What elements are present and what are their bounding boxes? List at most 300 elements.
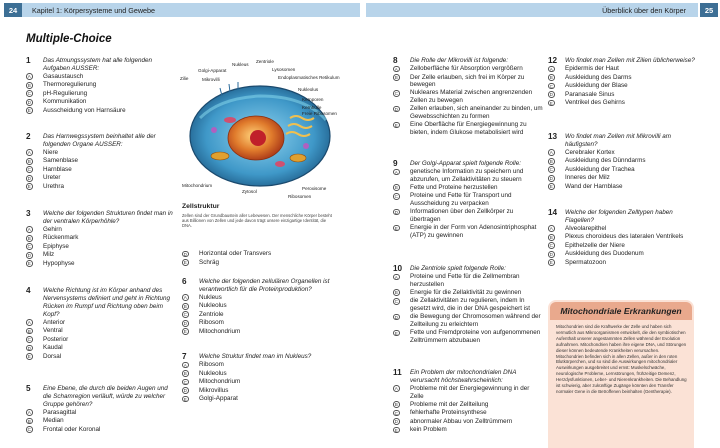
option-circle-icon[interactable] [182,387,199,396]
answer-option[interactable] [26,81,176,90]
option-circle-icon[interactable] [26,107,43,116]
option-text: Informationen über den Zellkörper zu übertragen [410,208,514,224]
answer-option[interactable] [26,107,176,116]
left-header-title: Kapitel 1: Körpersysteme und Gewebe [32,5,156,15]
answer-option[interactable] [393,385,543,401]
question-2 [26,133,176,191]
option-circle-icon[interactable] [26,98,43,107]
option-letter: B [394,185,398,191]
option-letter: E [27,354,31,360]
option-circle-icon[interactable] [548,183,565,192]
question-text: Die Rolle der Mikrovilli ist folgende: [410,57,508,64]
option-circle-icon[interactable] [26,344,43,353]
option-letter: B [394,290,398,296]
question-head [393,265,543,273]
option-circle-icon[interactable] [26,327,43,336]
option-circle-icon[interactable] [548,91,565,100]
option-letter: B [183,371,187,377]
answer-option[interactable] [393,74,543,90]
option-circle-icon[interactable] [393,401,410,410]
option-circle-icon[interactable] [182,319,199,328]
option-circle-icon[interactable] [548,174,565,183]
question-head [26,133,176,149]
answer-option[interactable] [393,168,543,184]
option-text: Golgi-Apparat [199,395,238,402]
option-letter: D [394,209,398,215]
answer-option[interactable] [26,166,176,175]
question-head [26,210,176,226]
option-letter: E [549,260,553,266]
option-letter: A [183,295,187,301]
label-zentriole: Zentriole [256,59,274,64]
label-kernhulle: Kernhülle [302,105,322,110]
option-text: Epiphyse [43,242,69,250]
question-1 [26,57,176,115]
option-circle-icon[interactable] [26,319,43,328]
answer-option[interactable] [393,313,543,329]
answer-option[interactable] [548,99,698,108]
answer-option[interactable] [548,259,698,268]
option-circle-icon[interactable] [26,234,43,243]
option-circle-icon[interactable] [393,313,410,322]
option-circle-icon[interactable] [26,336,43,345]
option-letter: B [549,75,553,81]
option-letter: A [394,66,398,72]
answer-option[interactable] [182,378,347,387]
answer-option[interactable] [548,82,698,91]
option-circle-icon[interactable] [548,242,565,251]
label-er: Endoplasmatisches Retikulum [278,75,340,80]
option-circle-icon[interactable] [393,74,410,83]
answer-option[interactable] [182,370,347,379]
option-letter: E [183,260,187,266]
answer-option[interactable] [26,149,176,158]
question-number: 5 [26,384,31,393]
answer-options [548,65,698,108]
option-text: Energie in der Form von Adenosintriphosphat (ATP) zu gewinnen [410,223,537,239]
answer-option[interactable] [393,65,543,74]
answer-option[interactable] [393,426,543,435]
option-letter: D [394,106,398,112]
option-circle-icon[interactable] [26,243,43,252]
option-circle-icon[interactable] [393,297,410,306]
answer-option[interactable] [548,157,698,166]
answer-option[interactable] [26,73,176,82]
answer-option[interactable] [393,89,543,105]
option-letter: E [394,427,398,433]
option-circle-icon[interactable] [393,289,410,298]
label-nukleus: Nukleus [232,62,249,67]
answer-option[interactable] [393,329,543,345]
question-number: 14 [548,208,558,217]
option-letter: C [27,167,31,173]
option-letter: C [183,379,187,385]
option-letter: D [394,419,398,425]
option-circle-icon[interactable] [393,89,410,98]
option-text: Horizontal oder Transvers [199,250,272,257]
option-text: Zelloberfläche für Absorption vergrößern [410,65,523,72]
answer-option[interactable] [182,328,347,337]
option-text: Auskleidung des Dünndarms [565,157,646,165]
option-circle-icon[interactable] [182,294,199,303]
option-circle-icon[interactable] [548,149,565,158]
answer-option[interactable] [26,260,176,269]
option-circle-icon[interactable] [26,73,43,82]
option-letter: A [549,150,553,156]
question-text: Der Golgi-Apparat spielt folgende Rolle: [410,160,521,167]
option-circle-icon[interactable] [548,233,565,242]
option-letter: A [394,169,398,175]
answer-options [26,149,176,192]
question-5 [26,385,176,434]
answer-option[interactable] [548,242,698,251]
option-circle-icon[interactable] [393,208,410,217]
option-text: genetische Information zu speichern und abzurufen, um Zellaktivitäten zu steuern [410,168,524,183]
option-letter: D [394,314,398,320]
option-letter: A [27,410,31,416]
option-text: Mitochondrium [199,378,241,385]
option-circle-icon[interactable] [393,168,410,177]
option-text: Auskleidung der Trachea [565,165,635,173]
answer-option[interactable] [182,302,347,311]
answer-option[interactable] [393,184,543,193]
answer-options [393,168,543,240]
option-circle-icon[interactable] [393,273,410,282]
answer-option[interactable] [26,409,176,418]
option-circle-icon[interactable] [548,82,565,91]
answer-options [393,273,543,345]
option-letter: A [394,274,398,280]
answer-option[interactable] [393,121,543,137]
option-circle-icon[interactable] [26,417,43,426]
option-circle-icon[interactable] [182,259,199,268]
figure-caption-title: Zellstruktur [182,203,220,210]
option-circle-icon[interactable] [393,385,410,394]
answer-option[interactable] [26,226,176,235]
option-letter: B [394,402,398,408]
option-letter: A [549,226,553,232]
option-circle-icon[interactable] [182,302,199,311]
option-letter: C [394,193,398,199]
answer-option[interactable] [26,243,176,252]
option-circle-icon[interactable] [548,250,565,259]
option-text: Dorsal [43,352,62,360]
option-circle-icon[interactable] [393,121,410,130]
option-text: Epithelzelle der Niere [565,241,625,249]
answer-option[interactable] [548,91,698,100]
question-text: Wo findet man Zellen mit Zilien üblicherweise? [565,57,695,64]
option-letter: E [183,329,187,335]
option-text: Fette und Proteine herzustellen [410,183,498,191]
option-circle-icon[interactable] [182,250,199,259]
option-circle-icon[interactable] [182,328,199,337]
option-circle-icon[interactable] [26,81,43,90]
option-circle-icon[interactable] [393,329,410,338]
option-circle-icon[interactable] [393,65,410,74]
option-circle-icon[interactable] [26,174,43,183]
option-text: Hypophyse [43,259,75,267]
answer-option[interactable] [393,409,543,418]
question-9 [393,160,543,240]
option-text: Median [43,417,64,425]
option-letter: E [394,122,398,128]
option-text: Proteine und Fette für die Zellmembran herzustellen [410,273,520,288]
question-number: 6 [182,277,187,286]
option-circle-icon[interactable] [182,395,199,404]
option-text: Frontal oder Koronal [43,425,101,433]
answer-option[interactable] [548,250,698,259]
answer-options [182,361,347,404]
answer-option[interactable] [182,259,347,268]
answer-option[interactable] [26,234,176,243]
answer-option[interactable] [182,319,347,328]
answer-options [26,226,176,269]
answer-option[interactable] [26,174,176,183]
question-text: Ein Problem der mitochondrialen DNA verursacht höchstwahrscheinlich: [410,369,517,384]
answer-options [548,149,698,192]
option-letter: C [549,83,553,89]
question-number: 7 [182,352,187,361]
answer-option[interactable] [26,353,176,362]
option-letter: E [549,184,553,190]
option-circle-icon[interactable] [182,361,199,370]
option-letter: B [27,235,31,241]
option-text: Nukleolus [199,369,227,377]
answer-options [393,65,543,137]
option-letter: B [183,303,187,309]
answer-option[interactable] [26,327,176,336]
option-circle-icon[interactable] [548,157,565,166]
answer-option[interactable] [548,65,698,74]
question-head [393,160,543,168]
option-letter: D [27,99,31,105]
option-letter: C [549,243,553,249]
answer-option[interactable] [182,294,347,303]
option-letter: B [27,158,31,164]
option-letter: C [394,90,398,96]
option-circle-icon[interactable] [548,65,565,74]
label-mikrovilli: Mikrovilli [202,77,220,82]
answer-option[interactable] [26,183,176,192]
answer-option[interactable] [548,233,698,242]
option-circle-icon[interactable] [548,259,565,268]
option-circle-icon[interactable] [26,426,43,435]
option-letter: A [549,66,553,72]
question-4 [26,287,176,361]
answer-option[interactable] [393,418,543,427]
question-3 [26,210,176,268]
option-circle-icon[interactable] [548,74,565,83]
label-peroxisome: Peroxisome [302,186,327,191]
option-circle-icon[interactable] [393,418,410,427]
option-text: Alveolarepithel [565,224,607,232]
option-text: Nukleolus [199,302,227,310]
question-text: Das Atmungssystem hat alle folgenden Aufgaben AUSSER: [43,57,152,72]
right-header-title: Überblick über den Körper [602,5,686,15]
option-text: Mikrovillus [199,386,229,394]
answer-option[interactable] [182,311,347,320]
left-running-header [22,3,360,17]
question-head [393,369,543,385]
answer-option[interactable] [26,426,176,435]
answer-option[interactable] [548,174,698,183]
cell-diagram [180,58,340,198]
option-letter: D [183,251,187,257]
question-text: Welche der folgenden zellulären Organellen ist verantwortlich für die Proteinproduktion? [199,278,330,293]
question-number: 8 [393,56,398,65]
answer-option[interactable] [393,297,543,313]
option-circle-icon[interactable] [393,192,410,201]
option-text: Inneres der Milz [565,174,610,182]
option-circle-icon[interactable] [393,105,410,114]
option-letter: C [183,312,187,318]
option-text: Milz [43,251,55,259]
option-letter: E [27,184,31,190]
question-head [182,278,347,294]
label-nukleolus: Nukleolus [298,87,319,92]
option-circle-icon[interactable] [26,260,43,269]
option-letter: E [27,261,31,267]
answer-option[interactable] [393,273,543,289]
answer-option[interactable] [182,395,347,404]
answer-option[interactable] [26,90,176,99]
label-freie-ribosomen: Freie Ribosomen [302,111,337,116]
option-text: Ribosom [199,319,224,327]
option-text: Parasagittal [43,408,77,416]
answer-option[interactable] [548,149,698,158]
answer-option[interactable] [393,224,543,240]
question-number: 1 [26,56,31,65]
answer-option[interactable] [182,250,347,259]
answer-option[interactable] [548,225,698,234]
answer-options [182,294,347,337]
answer-option[interactable] [548,183,698,192]
option-text: Ausscheidung von Harnsäure [43,106,126,114]
option-circle-icon[interactable] [26,226,43,235]
option-circle-icon[interactable] [26,353,43,362]
option-text: Posterior [43,335,69,343]
question-13 [548,133,698,191]
option-letter: C [549,167,553,173]
option-circle-icon[interactable] [182,311,199,320]
option-letter: D [27,175,31,181]
answer-option[interactable] [182,361,347,370]
option-circle-icon[interactable] [393,184,410,193]
option-text: Niere [43,148,59,156]
option-text: Ureter [43,174,61,182]
question-8 [393,57,543,137]
answer-option[interactable] [548,166,698,175]
option-letter: B [549,158,553,164]
answer-option[interactable] [26,417,176,426]
question-head [182,353,347,361]
option-circle-icon[interactable] [393,224,410,233]
question-5-continued [182,250,347,267]
option-letter: C [27,91,31,97]
option-text: Gasaustausch [43,72,84,80]
option-letter: A [27,320,31,326]
option-circle-icon[interactable] [548,99,565,108]
right-running-header [366,3,698,17]
option-text: Der Zelle erlauben, sich frei im Körper zu bewegen [410,73,525,89]
option-circle-icon[interactable] [182,370,199,379]
option-circle-icon[interactable] [26,166,43,175]
answer-option[interactable] [26,336,176,345]
option-letter: D [27,345,31,351]
answer-option[interactable] [393,192,543,208]
option-text: Paranasale Sinus [565,90,615,98]
option-letter: C [27,427,31,433]
question-head [393,57,543,65]
option-circle-icon[interactable] [393,426,410,435]
option-text: Rückenmark [43,234,79,242]
question-text: Wo findet man Zellen mit Mikrovilli am häufigsten? [565,133,672,148]
answer-option[interactable] [26,251,176,260]
option-circle-icon[interactable] [393,409,410,418]
option-text: Ventral [43,327,63,335]
answer-option[interactable] [393,401,543,410]
option-circle-icon[interactable] [548,166,565,175]
option-text: Kaudal [43,344,63,352]
option-letter: D [549,92,553,98]
answer-option[interactable] [26,98,176,107]
answer-option[interactable] [26,344,176,353]
option-letter: B [394,75,398,81]
section-title: Multiple-Choice [26,33,112,45]
answer-option[interactable] [182,387,347,396]
answer-option[interactable] [393,289,543,298]
option-text: pH-Regulierung [43,89,88,97]
option-circle-icon[interactable] [26,251,43,260]
answer-option[interactable] [393,208,543,224]
question-number: 4 [26,286,31,295]
question-head [26,287,176,319]
question-10 [393,265,543,345]
answer-options [393,385,543,435]
sidebar-text: Mitochondrien sind die Kraftwerke der Zelle und haben sich vermutlich aus Mikroorganismen entwickelt, die den symbiotischen Aufenthalt unserer angestammten Zellen während der Evolution aufnahmen. Mitochondrien haben ihre eigene DNA, und Störungen dieser können bedeutende Krankheiten verursachen. Mitochondrien befinden sich in allen Zellen, außer in den roten Blutkörperchen, und so sind die Auswirkungen mitochondrialer Auswirkungen ausgebreitet und ernst: Muskelschwäche, neurologische Probleme, Lernstörungen, frühzeitige Demenz, Herzdysfunktionen, Leber- und Nierenkrankheiten. Die Behandlung ist schwierig, aber zukünftige Zugänge könnten den Transfer normaler Gene in die Betroffenen beinhalten (Gentherapie). [556,324,687,394]
option-letter: C [394,410,398,416]
option-letter: C [394,298,398,304]
option-circle-icon[interactable] [26,409,43,418]
option-circle-icon[interactable] [182,378,199,387]
option-circle-icon[interactable] [26,157,43,166]
option-text: Eine Oberfläche für Energiegewinnung zu bieten, indem Glukose metabolisiert wird [410,120,527,136]
answer-option[interactable] [26,319,176,328]
option-circle-icon[interactable] [26,90,43,99]
option-text: Spermatozoon [565,258,606,266]
option-circle-icon[interactable] [26,149,43,158]
answer-option[interactable] [26,157,176,166]
option-text: Nukleus [199,293,222,301]
option-circle-icon[interactable] [26,183,43,192]
option-letter: A [27,150,31,156]
answer-option[interactable] [548,74,698,83]
option-text: Thermoregulierung [43,81,97,89]
option-circle-icon[interactable] [548,225,565,234]
answer-option[interactable] [393,105,543,121]
option-text: Proteine und Fette für Transport und Ausscheidung zu verpacken [410,192,512,208]
option-text: kein Problem [410,426,447,434]
option-text: Wand der Harnblase [565,182,623,190]
question-number: 2 [26,132,31,141]
option-letter: B [549,234,553,240]
option-text: Anterior [43,318,66,326]
option-text: Probleme mit der Zellteilung [410,400,489,408]
label-zilie: Zilie [180,76,189,81]
question-head [26,57,176,73]
question-head [548,209,698,225]
option-text: Probleme mit der Energiegewinnung in der Zelle [410,384,530,400]
